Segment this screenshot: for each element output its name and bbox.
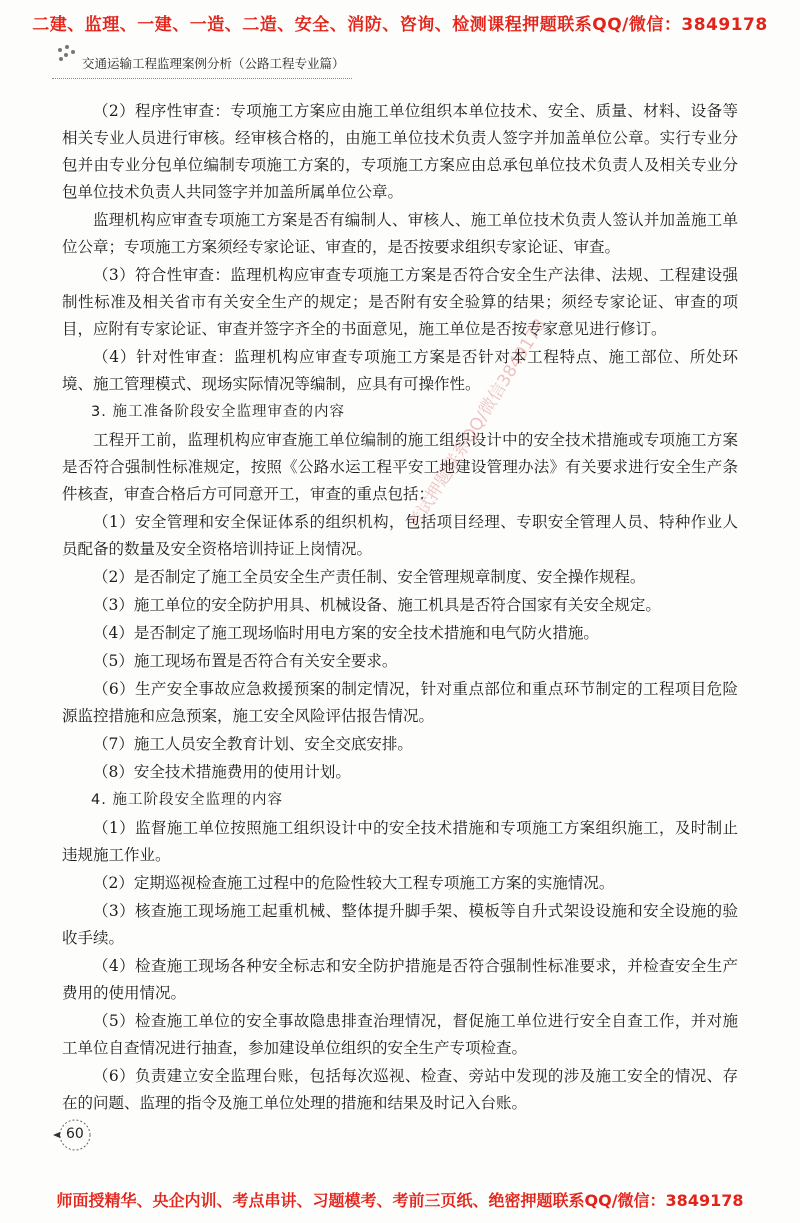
paragraph: （1）监督施工单位按照施工组织设计中的安全技术措施和专项施工方案组织施工，及时制止违规施工作业。 xyxy=(62,819,738,864)
paragraph: 工程开工前，监理机构应审查施工单位编制的施工组织设计中的安全技术措施或专项施工方案是否符合强制性标准规定，按照《公路水运工程平安工地建设管理办法》有关要求进行安全生产条件核查，审查合格后方可同意开工，审查的重点包括： xyxy=(62,431,738,503)
page-number: 60 xyxy=(66,1126,84,1142)
watermark: 考试押题联系QQ/微信3849178 xyxy=(404,315,551,534)
bottom-banner: 师面授精华、央企内训、考点串讲、习题模考、考前三页纸、绝密押题联系QQ/微信：3849178 xyxy=(56,1191,744,1210)
paragraph: （7）施工人员安全教育计划、安全交底安排。 xyxy=(93,735,413,753)
running-head-title: 交通运输工程监理案例分析（公路工程专业篇） xyxy=(82,56,345,71)
paragraph: （6）负责建立安全监理台账，包括每次巡视、检查、旁站中发现的涉及施工安全的情况、存在的问题、监理的指令及施工单位处理的措施和结果及时记入台账。 xyxy=(62,1067,738,1112)
paragraph: （4）检查施工现场各种安全标志和安全防护措施是否符合强制性标准要求，并检查安全生产费用的使用情况。 xyxy=(62,957,738,1002)
paragraph: （1）安全管理和安全保证体系的组织机构，包括项目经理、专职安全管理人员、特种作业人员配备的数量及安全资格培训持证上岗情况。 xyxy=(62,513,738,558)
running-head xyxy=(56,54,345,72)
paragraph: （2）是否制定了施工全员安全生产责任制、安全管理规章制度、安全操作规程。 xyxy=(93,568,646,586)
paragraph: （6）生产安全事故应急救援预案的制定情况，针对重点部位和重点环节制定的工程项目危险源监控措施和应急预案，施工安全风险评估报告情况。 xyxy=(62,680,738,725)
body-text xyxy=(62,98,738,1118)
paragraph: （3）施工单位的安全防护用具、机械设备、施工机具是否符合国家有关安全规定。 xyxy=(93,596,661,614)
paragraph: 监理机构应审查专项施工方案是否有编制人、审核人、施工单位技术负责人签认并加盖施工单位公章；专项施工方案须经专家论证、审查的，是否按要求组织专家论证、审查。 xyxy=(62,211,738,256)
paragraph: （3）核查施工现场施工起重机械、整体提升脚手架、模板等自升式架设设施和安全设施的验收手续。 xyxy=(62,902,738,947)
page-number-badge xyxy=(48,1118,102,1172)
paragraph: （3）符合性审查：监理机构应审查专项施工方案是否符合安全生产法律、法规、工程建设强制性标准及相关省市有关安全生产的规定；是否附有安全验算的结果；须经专家论证、审查的项目，应附有专家论证、审查并签字齐全的书面意见，施工单位是否按专家意见进行修订。 xyxy=(62,266,738,338)
head-divider xyxy=(52,78,352,79)
paragraph: （5）检查施工单位的安全事故隐患排查治理情况，督促施工单位进行安全自查工作，并对施工单位自查情况进行抽查，参加建设单位组织的安全生产专项检查。 xyxy=(62,1012,738,1057)
paragraph: （5）施工现场布置是否符合有关安全要求。 xyxy=(93,652,398,670)
section-heading: 3. 施工准备阶段安全监理审查的内容 xyxy=(91,404,345,420)
paragraph: （2）定期巡视检查施工过程中的危险性较大工程专项施工方案的实施情况。 xyxy=(93,874,615,892)
section-heading: 4. 施工阶段安全监理的内容 xyxy=(91,792,283,808)
paragraph: （8）安全技术措施费用的使用计划。 xyxy=(93,763,351,781)
paragraph: （2）程序性审查：专项施工方案应由施工单位组织本单位技术、安全、质量、材料、设备等相关专业人员进行审核。经审核合格的，由施工单位技术负责人签字并加盖单位公章。实行专业分包并由专业分包单位编制专项施工方案的，专项施工方案应由总承包单位技术负责人及相关专业分包单位技术负责人共同签字并加盖所属单位公章。 xyxy=(62,102,738,201)
paragraph: （4）针对性审查：监理机构应审查专项施工方案是否针对本工程特点、施工部位、所处环境、施工管理模式、现场实际情况等编制，应具有可操作性。 xyxy=(62,348,738,393)
dots-ornament-icon xyxy=(56,44,78,66)
top-banner: 二建、监理、一建、一造、二造、安全、消防、咨询、检测课程押题联系QQ/微信：3849178 xyxy=(32,15,768,35)
paragraph: （4）是否制定了施工现场临时用电方案的安全技术措施和电气防火措施。 xyxy=(93,624,599,642)
